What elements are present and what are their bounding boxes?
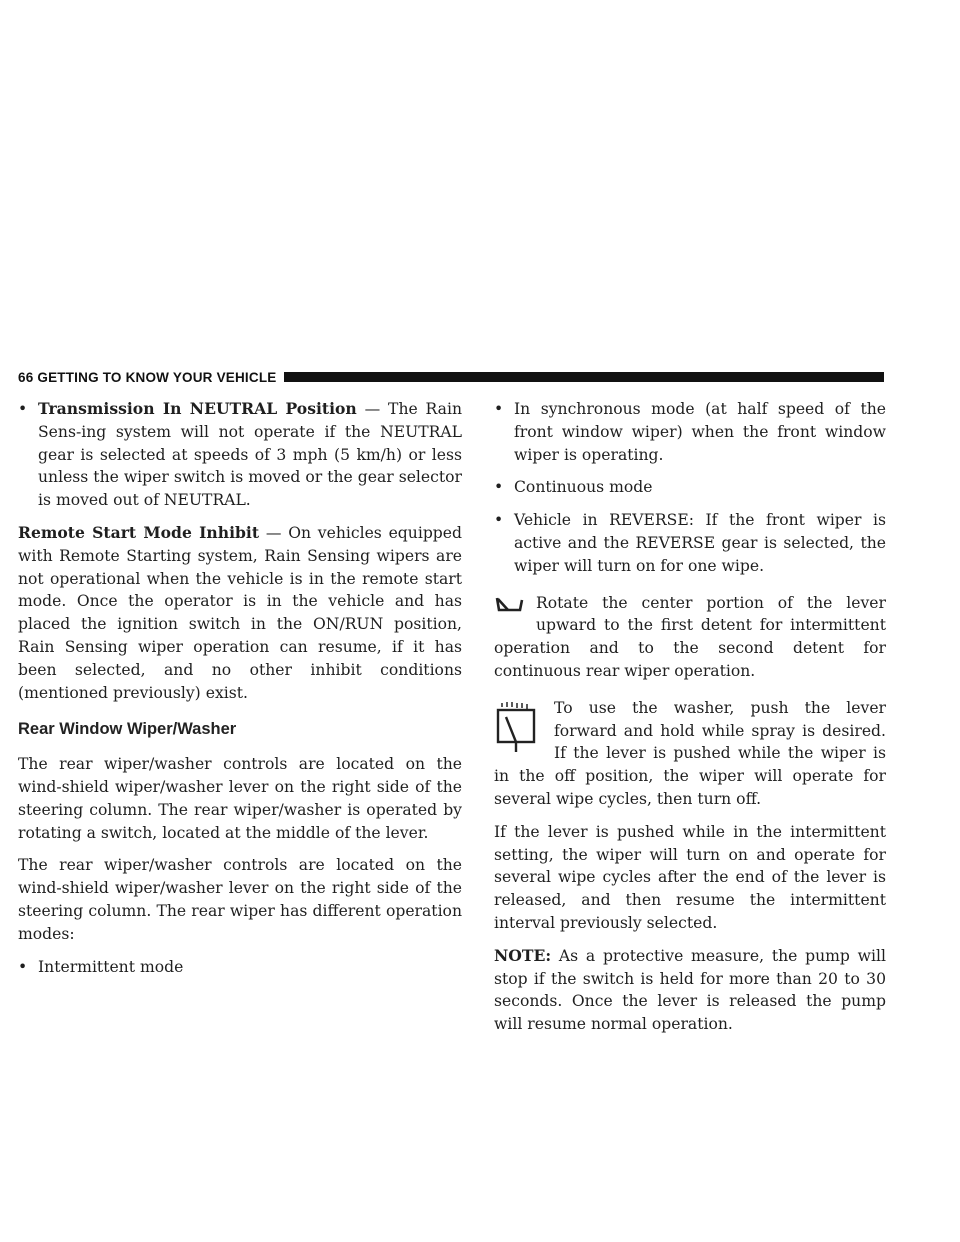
paragraph-controls-2: The rear wiper/washer controls are located on the wind-shield wiper/washer lever on the right side of the steering column. The rear wiper has different operation modes: — [18, 856, 462, 943]
washer-text: To use the washer, push the lever forward and hold while spray is desired. If the lever is pushed while the wiper is in the off position, the wiper will operate for several wipe cycles, then turn off. — [494, 698, 886, 808]
bullet-dot: • — [18, 400, 28, 418]
bullet-dot: • — [494, 400, 504, 418]
bullet-text: In synchronous mode (at half speed of the front window wiper) when the front window wiper is operating. — [514, 400, 886, 464]
right-column — [494, 398, 886, 1046]
bullet-text — [38, 398, 462, 512]
bullet-continuous — [494, 476, 886, 499]
page-header — [18, 368, 884, 386]
remote-start-body: — On vehicles equipped with Remote Starting system, Rain Sensing wipers are not operational when the vehicle is in the remote start mode. Once the operator is in the vehicle and has placed the ignition switch in the ON/RUN position, Rain Sensing wiper operation can resume, if it has been selected, and no other inhibit conditions (mentioned previously) exist. — [18, 523, 462, 702]
rotate-paragraph — [494, 592, 886, 683]
bullet-bold: Transmission In NEUTRAL Position — [38, 399, 357, 418]
bullet-neutral — [18, 398, 462, 512]
bullet-dot: • — [494, 478, 504, 497]
bullet-dot: • — [18, 957, 28, 976]
bullet-text: Continuous mode — [514, 478, 653, 497]
section-heading: Rear Window Wiper/Washer — [18, 720, 237, 739]
paragraph-controls-1: The rear wiper/washer controls are located on the wind-shield wiper/washer lever on the right side of the steering column. The rear wiper/washer is operated by rotating a switch, located at the middle of the lever. — [18, 755, 462, 842]
note-text: As a protective measure, the pump will stop if the switch is held for more than 20 to 30 seconds. Once the lever is released the pump will resume normal operation. — [494, 946, 886, 1034]
remote-start-paragraph — [18, 522, 462, 704]
rear-wiper-icon — [494, 594, 528, 625]
bullet-dot: • — [494, 511, 504, 530]
rotate-text: Rotate the center portion of the lever upward to the first detent for intermittent operation and to the second detent for continuous rear wiper operation. — [494, 593, 886, 680]
note-paragraph — [494, 945, 886, 1036]
bullet-text: Intermittent mode — [38, 957, 184, 976]
bullet-intermittent — [18, 956, 462, 979]
note-label: NOTE: — [494, 945, 552, 965]
page-number-label: 66 GETTING TO KNOW YOUR VEHICLE — [18, 369, 277, 385]
washer-paragraph — [494, 697, 886, 811]
rear-washer-icon — [494, 699, 540, 762]
bullet-synchronous — [494, 398, 886, 466]
bullet-reverse — [494, 509, 886, 577]
header-rule — [284, 372, 884, 382]
left-column — [18, 398, 462, 988]
remote-start-bold: Remote Start Mode Inhibit — [18, 522, 260, 542]
bullet-body: — The Rain Sens-ing system will not operate if the NEUTRAL gear is selected at speeds of 3 mph (5 km/h) or less unless the wiper switch is moved or the gear selector is moved out of NEUTRAL. — [38, 400, 462, 510]
intermittent-paragraph: If the lever is pushed while in the intermittent setting, the wiper will turn on and operate for several wipe cycles after the end of the lever is released, and then resume the intermittent interval previously selected. — [494, 822, 886, 932]
bullet-text: Vehicle in REVERSE: If the front wiper is active and the REVERSE gear is selected, the wiper will turn on for one wipe. — [514, 511, 886, 575]
